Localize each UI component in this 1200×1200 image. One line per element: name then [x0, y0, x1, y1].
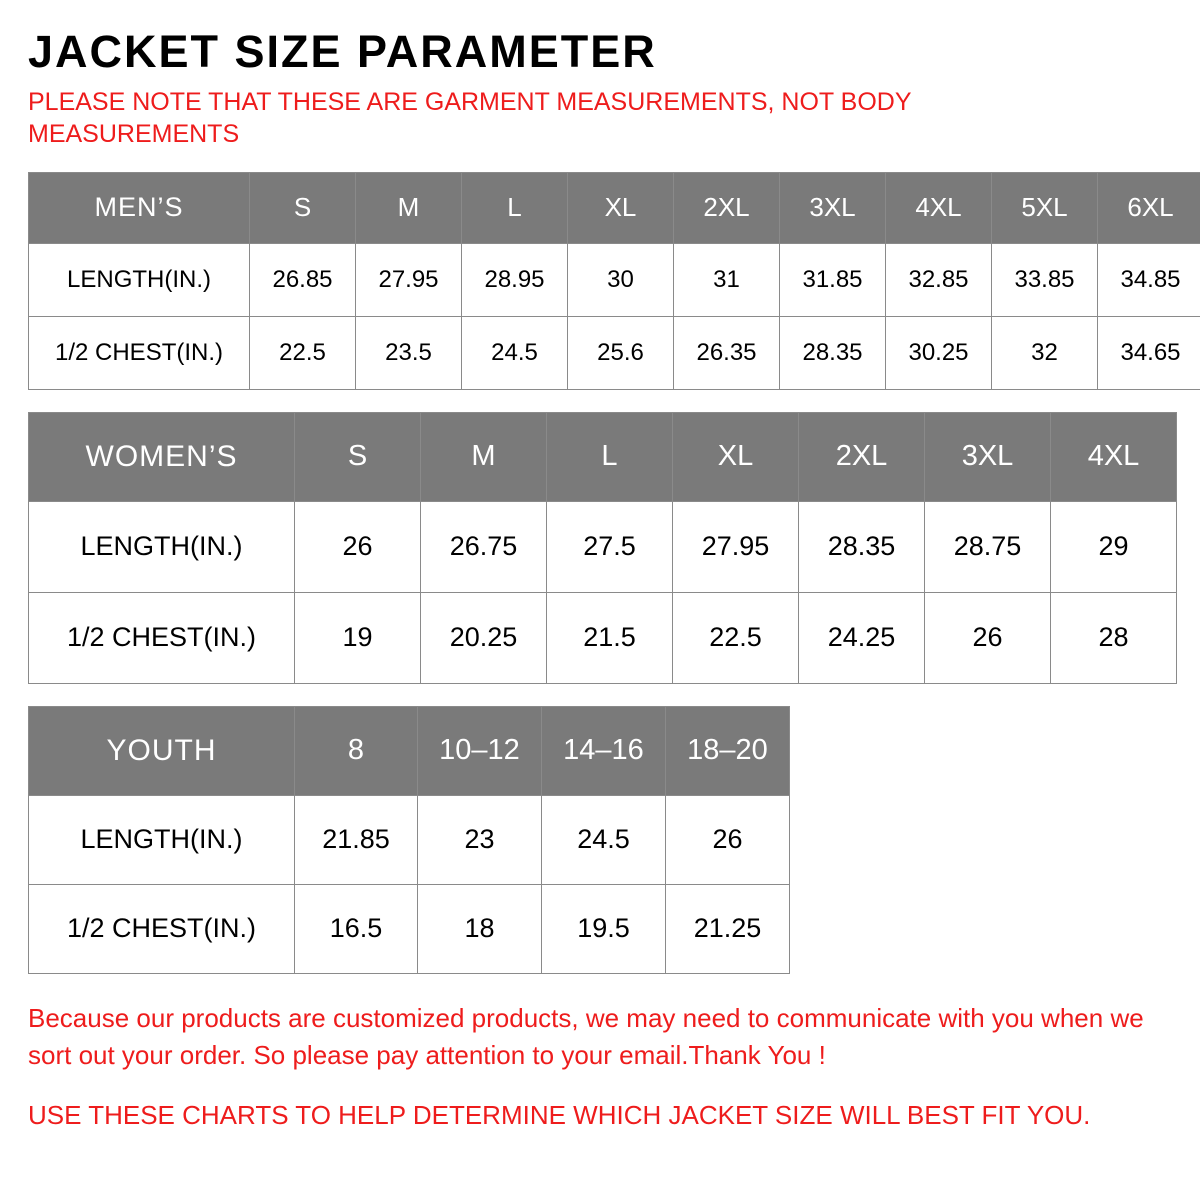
womens-cell: 19 [295, 592, 421, 683]
mens-cell: 23.5 [356, 316, 462, 389]
womens-cell: 28.75 [925, 501, 1051, 592]
youth-size-header: 14–16 [542, 706, 666, 795]
youth-row-label: LENGTH(IN.) [29, 795, 295, 884]
youth-cell: 19.5 [542, 884, 666, 973]
mens-cell: 26.35 [674, 316, 780, 389]
youth-size-table [28, 706, 790, 974]
womens-cell: 26 [295, 501, 421, 592]
mens-cell: 30.25 [886, 316, 992, 389]
mens-cell: 30 [568, 243, 674, 316]
footer-customization-note: Because our products are customized products, we may need to communicate with you when we sort out your order. So please pay attention to your email.Thank You ! [28, 1002, 1144, 1071]
youth-cell: 24.5 [542, 795, 666, 884]
mens-cell: 32.85 [886, 243, 992, 316]
womens-size-header: L [547, 412, 673, 501]
mens-cell: 33.85 [992, 243, 1098, 316]
mens-cell: 28.35 [780, 316, 886, 389]
womens-size-header: 2XL [799, 412, 925, 501]
table-header-row [29, 172, 1200, 243]
mens-row-label: 1/2 CHEST(IN.) [29, 316, 250, 389]
table-row [29, 316, 1200, 389]
youth-size-header: 18–20 [666, 706, 790, 795]
womens-cell: 26.75 [421, 501, 547, 592]
womens-cell: 27.5 [547, 501, 673, 592]
youth-cell: 23 [418, 795, 542, 884]
table-row [29, 795, 790, 884]
youth-size-header: 8 [295, 706, 418, 795]
youth-row-label: 1/2 CHEST(IN.) [29, 884, 295, 973]
youth-table-corner-label: YOUTH [29, 706, 295, 795]
measurement-note: PLEASE NOTE THAT THESE ARE GARMENT MEASUREMENTS, NOT BODY MEASUREMENTS [28, 88, 912, 148]
footer-notes [28, 1000, 1148, 1135]
mens-cell: 31 [674, 243, 780, 316]
mens-cell: 22.5 [250, 316, 356, 389]
youth-cell: 21.85 [295, 795, 418, 884]
mens-size-header: M [356, 172, 462, 243]
womens-size-header: XL [673, 412, 799, 501]
womens-cell: 26 [925, 592, 1051, 683]
youth-cell: 21.25 [666, 884, 790, 973]
table-row [29, 884, 790, 973]
womens-size-header: 3XL [925, 412, 1051, 501]
mens-size-header: 5XL [992, 172, 1098, 243]
mens-size-header: 4XL [886, 172, 992, 243]
table-row [29, 501, 1177, 592]
mens-size-header: 3XL [780, 172, 886, 243]
mens-size-header: S [250, 172, 356, 243]
mens-table-head [29, 172, 1200, 243]
mens-cell: 32 [992, 316, 1098, 389]
mens-cell: 25.6 [568, 316, 674, 389]
womens-cell: 28.35 [799, 501, 925, 592]
womens-cell: 29 [1051, 501, 1177, 592]
womens-cell: 24.25 [799, 592, 925, 683]
womens-size-table [28, 412, 1177, 684]
youth-table-head [29, 706, 790, 795]
mens-size-header: 2XL [674, 172, 780, 243]
womens-size-header: M [421, 412, 547, 501]
womens-row-label: 1/2 CHEST(IN.) [29, 592, 295, 683]
table-row [29, 592, 1177, 683]
youth-cell: 26 [666, 795, 790, 884]
mens-cell: 31.85 [780, 243, 886, 316]
mens-size-header: 6XL [1098, 172, 1200, 243]
youth-table-body [29, 795, 790, 973]
youth-cell: 18 [418, 884, 542, 973]
womens-size-header: 4XL [1051, 412, 1177, 501]
table-row [29, 243, 1200, 316]
mens-row-label: LENGTH(IN.) [29, 243, 250, 316]
mens-size-header: L [462, 172, 568, 243]
table-header-row [29, 412, 1177, 501]
womens-cell: 28 [1051, 592, 1177, 683]
womens-cell: 21.5 [547, 592, 673, 683]
mens-table-body [29, 243, 1200, 389]
womens-size-header: S [295, 412, 421, 501]
womens-row-label: LENGTH(IN.) [29, 501, 295, 592]
table-header-row [29, 706, 790, 795]
page-title: JACKET SIZE PARAMETER [28, 26, 657, 77]
mens-size-header: XL [568, 172, 674, 243]
mens-size-table [28, 172, 1200, 390]
womens-cell: 27.95 [673, 501, 799, 592]
mens-cell: 27.95 [356, 243, 462, 316]
womens-cell: 20.25 [421, 592, 547, 683]
youth-cell: 16.5 [295, 884, 418, 973]
womens-table-body [29, 501, 1177, 683]
youth-size-header: 10–12 [418, 706, 542, 795]
footer-usage-note: USE THESE CHARTS TO HELP DETERMINE WHICH JACKET SIZE WILL BEST FIT YOU. [28, 1100, 1091, 1131]
mens-cell: 34.65 [1098, 316, 1200, 389]
womens-table-head [29, 412, 1177, 501]
mens-cell: 26.85 [250, 243, 356, 316]
womens-table-corner-label: WOMEN’S [29, 412, 295, 501]
mens-cell: 28.95 [462, 243, 568, 316]
womens-cell: 22.5 [673, 592, 799, 683]
mens-cell: 34.85 [1098, 243, 1200, 316]
mens-cell: 24.5 [462, 316, 568, 389]
mens-table-corner-label: MEN’S [29, 172, 250, 243]
